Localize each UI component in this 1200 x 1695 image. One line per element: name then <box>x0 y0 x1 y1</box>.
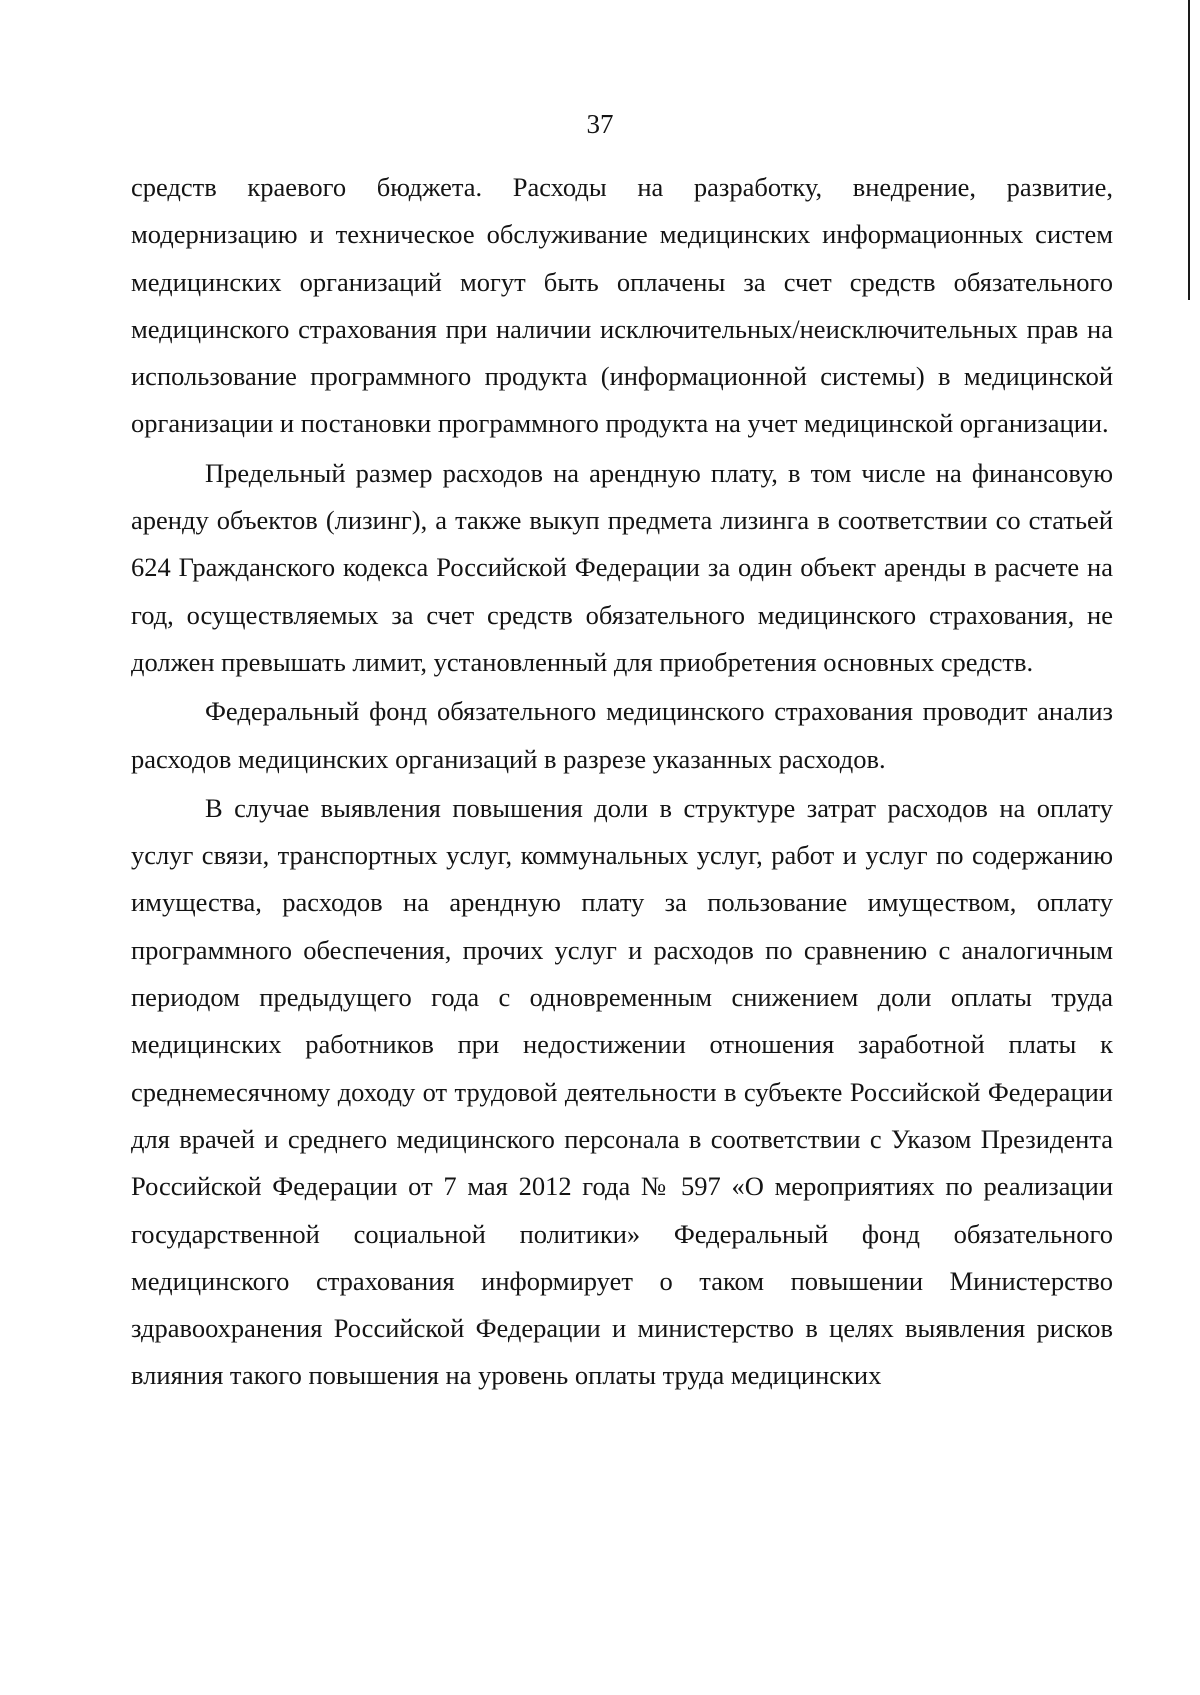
paragraph-continuation: средств краевого бюджета. Расходы на разработку, внедрение, развитие, модернизацию и техническое обслуживание медицинских информационных систем медицинских организаций могут быть оплачены за счет средств обязательного медицинского страхования при наличии исключительных/неисключительных прав на использование программного продукта (информационной системы) в медицинской организации и постановки программного продукта на учет медицинской организации. <box>131 172 1113 439</box>
paragraph-cost-increase: В случае выявления повышения доли в структуре затрат расходов на оплату услуг связи, транспортных услуг, коммунальных услуг, работ и услуг по содержанию имущества, расходов на арендную плату за пользование имуществом, оплату программного обеспечения, прочих услуг и расходов по сравнению с аналогичным периодом предыдущего года с одновременным снижением доли оплаты труда медицинских работников при недостижении отношения заработной платы к среднемесячному доходу от трудовой деятельности в субъекте Российской Федерации для врачей и среднего медицинского персонала в соответствии с Указом Президента Российской Федерации от 7 мая 2012 года № 597 «О мероприятиях по реализации государственной социальной политики» Федеральный фонд обязательного медицинского страхования информирует о таком повышении Министерство здравоохранения Российской Федерации и министерство в целях выявления рисков влияния такого повышения на уровень оплаты труда медицинских <box>131 792 1113 1391</box>
paragraph-lease-limit: Предельный размер расходов на арендную плату, в том числе на финансовую аренду объектов (лизинг), а также выкуп предмета лизинга в соответствии со статьей 624 Гражданского кодекса Российской Федерации за один объект аренды в расчете на год, осуществляемых за счет средств обязательного медицинского страхования, не должен превышать лимит, установленный для приобретения основных средств. <box>131 457 1113 677</box>
document-body <box>131 164 1113 1402</box>
page-number: 37 <box>586 109 614 139</box>
scan-edge-line <box>1188 0 1190 300</box>
paragraph-fund-analysis: Федеральный фонд обязательного медицинского страхования проводит анализ расходов медицинских организаций в разрезе указанных расходов. <box>131 696 1113 774</box>
